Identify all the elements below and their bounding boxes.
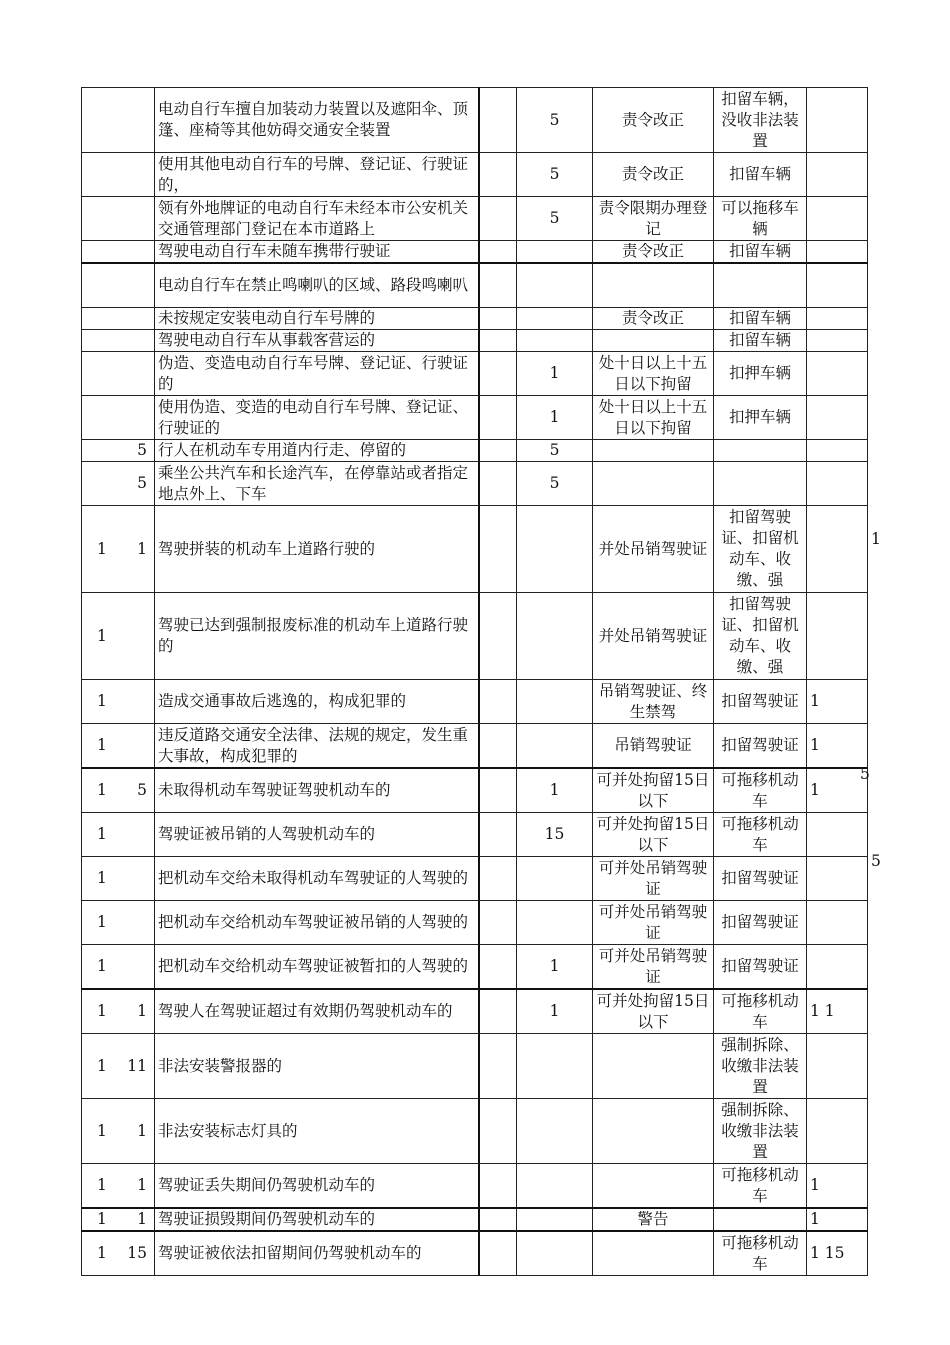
score-cell (807, 88, 868, 153)
blank-cell (479, 989, 517, 1034)
enforcement-measure (714, 440, 807, 462)
score-cell (807, 396, 868, 440)
penalty-action: 可并处吊销驾驶证 (593, 857, 714, 901)
enforcement-measure: 强制拆除、收缴非法装置 (714, 1034, 807, 1099)
score-cell (807, 153, 868, 197)
code-a: 1 (97, 913, 107, 931)
enforcement-measure: 可拖移机动车 (714, 1231, 807, 1276)
code-a: 1 (97, 626, 107, 645)
table-row (82, 857, 868, 901)
code-cell (82, 593, 155, 680)
blank-cell (479, 901, 517, 945)
blank-cell (479, 724, 517, 769)
penalty-action: 责令限期办理登记 (593, 197, 714, 241)
fine-amount: 5 (517, 440, 593, 462)
violation-description: 驾驶电动自行车从事载客营运的 (155, 330, 479, 352)
enforcement-measure: 扣留车辆 (714, 241, 807, 264)
table-row (82, 1034, 868, 1099)
table-row (82, 241, 868, 264)
enforcement-measure (714, 263, 807, 308)
code-cell (82, 396, 155, 440)
violation-description: 电动自行车擅自加装动力装置以及遮阳伞、顶篷、座椅等其他妨碍交通安全装置 (155, 88, 479, 153)
code-b: 5 (137, 441, 147, 459)
score-cell: 1 1 (807, 989, 868, 1034)
penalty-action: 可并处吊销驾驶证 (593, 945, 714, 990)
table-row (82, 153, 868, 197)
penalty-action: 可并处吊销驾驶证 (593, 901, 714, 945)
penalty-table (81, 87, 868, 1276)
blank-cell (479, 857, 517, 901)
enforcement-measure: 扣留驾驶证 (714, 680, 807, 724)
score-cell: 1 (807, 768, 868, 813)
penalty-action: 处十日以上十五日以下拘留 (593, 352, 714, 396)
code-cell (82, 462, 155, 506)
violation-description: 伪造、变造电动自行车号牌、登记证、行驶证的 (155, 352, 479, 396)
code-b: 1 (137, 539, 147, 558)
code-cell (82, 352, 155, 396)
table-row (82, 768, 868, 813)
violation-description: 非法安装警报器的 (155, 1034, 479, 1099)
blank-cell (479, 1099, 517, 1164)
enforcement-measure: 可拖移机动车 (714, 813, 807, 857)
table-row (82, 88, 868, 153)
code-cell (82, 857, 155, 901)
code-b: 1 (137, 1002, 147, 1020)
fine-amount (517, 308, 593, 330)
score-cell (807, 901, 868, 945)
score-cell: 1 (807, 680, 868, 724)
code-b: 11 (127, 1056, 147, 1075)
fine-amount (517, 593, 593, 680)
violation-description: 电动自行车在禁止鸣喇叭的区域、路段鸣喇叭 (155, 263, 479, 308)
penalty-action: 可并处拘留15日以下 (593, 989, 714, 1034)
enforcement-measure (714, 462, 807, 506)
code-cell (82, 768, 155, 813)
enforcement-measure: 扣留车辆 (714, 153, 807, 197)
penalty-action: 处十日以上十五日以下拘留 (593, 396, 714, 440)
fine-amount (517, 680, 593, 724)
violation-description: 驾驶人在驾驶证超过有效期仍驾驶机动车的 (155, 989, 479, 1034)
code-a: 1 (97, 1056, 107, 1075)
fine-amount: 1 (517, 768, 593, 813)
fine-amount: 1 (517, 945, 593, 990)
code-cell (82, 813, 155, 857)
table-row (82, 197, 868, 241)
score-cell (807, 1099, 868, 1164)
score-cell (807, 197, 868, 241)
blank-cell (479, 263, 517, 308)
table-row (82, 1208, 868, 1231)
enforcement-measure: 扣押车辆 (714, 352, 807, 396)
blank-cell (479, 241, 517, 264)
code-cell (82, 989, 155, 1034)
score-cell (807, 308, 868, 330)
violation-description: 使用伪造、变造的电动自行车号牌、登记证、行驶证的 (155, 396, 479, 440)
code-cell (82, 197, 155, 241)
code-b: 1 (137, 1176, 147, 1194)
penalty-action (593, 330, 714, 352)
violation-description: 驾驶电动自行车未随车携带行驶证 (155, 241, 479, 264)
code-a: 1 (97, 957, 107, 975)
violation-description: 乘坐公共汽车和长途汽车，在停靠站或者指定地点外上、下车 (155, 462, 479, 506)
fine-amount (517, 857, 593, 901)
violation-description: 未按规定安装电动自行车号牌的 (155, 308, 479, 330)
blank-cell (479, 153, 517, 197)
score-cell (807, 330, 868, 352)
penalty-action: 责令改正 (593, 88, 714, 153)
code-cell (82, 1231, 155, 1276)
penalty-action (593, 440, 714, 462)
code-cell (82, 901, 155, 945)
score-cell (807, 945, 868, 990)
violation-description: 把机动车交给未取得机动车驾驶证的人驾驶的 (155, 857, 479, 901)
code-cell (82, 241, 155, 264)
blank-cell (479, 1034, 517, 1099)
violation-description: 领有外地牌证的电动自行车未经本市公安机关交通管理部门登记在本市道路上 (155, 197, 479, 241)
code-cell (82, 308, 155, 330)
penalty-action: 可并处拘留15日以下 (593, 768, 714, 813)
overflow-mark-r11: 1 (871, 530, 881, 548)
blank-cell (479, 1208, 517, 1231)
blank-cell (479, 1164, 517, 1209)
fine-amount (517, 241, 593, 264)
violation-description: 驾驶证被吊销的人驾驶机动车的 (155, 813, 479, 857)
score-cell (807, 813, 868, 857)
penalty-action (593, 263, 714, 308)
fine-amount: 5 (517, 153, 593, 197)
code-cell (82, 330, 155, 352)
table-row (82, 593, 868, 680)
violation-description: 驾驶已达到强制报废标准的机动车上道路行驶的 (155, 593, 479, 680)
table-row (82, 724, 868, 769)
enforcement-measure: 扣留驾驶证 (714, 724, 807, 769)
fine-amount (517, 1164, 593, 1209)
fine-amount: 1 (517, 989, 593, 1034)
penalty-action: 并处吊销驾驶证 (593, 593, 714, 680)
code-cell (82, 88, 155, 153)
blank-cell (479, 1231, 517, 1276)
enforcement-measure: 扣留车辆，没收非法装置 (714, 88, 807, 153)
fine-amount (517, 263, 593, 308)
fine-amount (517, 1208, 593, 1231)
code-b: 5 (137, 781, 147, 799)
table-row (82, 330, 868, 352)
score-cell (807, 352, 868, 396)
penalty-action: 责令改正 (593, 241, 714, 264)
blank-cell (479, 88, 517, 153)
enforcement-measure: 扣留驾驶证 (714, 857, 807, 901)
violation-description: 使用其他电动自行车的号牌、登记证、行驶证的， (155, 153, 479, 197)
blank-cell (479, 330, 517, 352)
code-cell (82, 1034, 155, 1099)
code-cell (82, 724, 155, 769)
enforcement-measure: 扣押车辆 (714, 396, 807, 440)
violation-description: 把机动车交给机动车驾驶证被暂扣的人驾驶的 (155, 945, 479, 990)
enforcement-measure: 可以拖移车辆 (714, 197, 807, 241)
code-cell (82, 506, 155, 593)
code-a: 1 (97, 869, 107, 887)
table-row (82, 945, 868, 990)
code-cell (82, 1099, 155, 1164)
table-row (82, 263, 868, 308)
enforcement-measure: 扣留车辆 (714, 308, 807, 330)
fine-amount (517, 1099, 593, 1164)
table-row (82, 308, 868, 330)
table-row (82, 680, 868, 724)
code-a: 1 (97, 1210, 107, 1228)
blank-cell (479, 680, 517, 724)
blank-cell (479, 462, 517, 506)
score-cell (807, 857, 868, 901)
code-cell (82, 1164, 155, 1209)
code-a: 1 (97, 1002, 107, 1020)
penalty-action (593, 462, 714, 506)
penalty-action: 吊销驾驶证 (593, 724, 714, 769)
code-a: 1 (97, 1244, 107, 1262)
blank-cell (479, 352, 517, 396)
fine-amount: 5 (517, 197, 593, 241)
violation-description: 行人在机动车专用道内行走、停留的 (155, 440, 479, 462)
score-cell: 1 15 (807, 1231, 868, 1276)
code-a: 1 (97, 1176, 107, 1194)
score-cell (807, 593, 868, 680)
violation-description: 违反道路交通安全法律、法规的规定，发生重大事故，构成犯罪的 (155, 724, 479, 769)
code-cell (82, 263, 155, 308)
enforcement-measure (714, 1208, 807, 1231)
penalty-action: 吊销驾驶证、终生禁驾 (593, 680, 714, 724)
fine-amount (517, 1034, 593, 1099)
table-row (82, 901, 868, 945)
score-cell (807, 1034, 868, 1099)
enforcement-measure: 可拖移机动车 (714, 989, 807, 1034)
fine-amount (517, 1231, 593, 1276)
code-b: 1 (137, 1210, 147, 1228)
table-row (82, 440, 868, 462)
violation-description: 驾驶拼装的机动车上道路行驶的 (155, 506, 479, 593)
fine-amount: 1 (517, 352, 593, 396)
overflow-mark-r17: 5 (871, 852, 881, 870)
blank-cell (479, 506, 517, 593)
table-row (82, 462, 868, 506)
table-row (82, 1231, 868, 1276)
violation-description: 驾驶证丢失期间仍驾驶机动车的 (155, 1164, 479, 1209)
penalty-action (593, 1099, 714, 1164)
violation-description: 未取得机动车驾驶证驾驶机动车的 (155, 768, 479, 813)
fine-amount (517, 724, 593, 769)
score-cell: 1 (807, 1208, 868, 1231)
violation-description: 驾驶证被依法扣留期间仍驾驶机动车的 (155, 1231, 479, 1276)
code-a: 1 (97, 1121, 107, 1140)
blank-cell (479, 813, 517, 857)
blank-cell (479, 440, 517, 462)
fine-amount: 1 (517, 396, 593, 440)
fine-amount: 15 (517, 813, 593, 857)
violation-description: 非法安装标志灯具的 (155, 1099, 479, 1164)
code-a: 1 (97, 539, 107, 558)
blank-cell (479, 396, 517, 440)
fine-amount (517, 330, 593, 352)
enforcement-measure: 扣留驾驶证、扣留机动车、收缴、强 (714, 506, 807, 593)
code-a: 1 (97, 736, 107, 754)
enforcement-measure: 扣留驾驶证 (714, 945, 807, 990)
score-cell (807, 440, 868, 462)
enforcement-measure: 扣留驾驶证 (714, 901, 807, 945)
fine-amount: 5 (517, 88, 593, 153)
table-row (82, 1099, 868, 1164)
blank-cell (479, 593, 517, 680)
enforcement-measure: 可拖移机动车 (714, 768, 807, 813)
enforcement-measure: 可拖移机动车 (714, 1164, 807, 1209)
score-cell (807, 241, 868, 264)
code-a: 1 (97, 692, 107, 710)
score-cell: 1 (807, 1164, 868, 1209)
blank-cell (479, 945, 517, 990)
violation-description: 造成交通事故后逃逸的，构成犯罪的 (155, 680, 479, 724)
code-cell (82, 153, 155, 197)
fine-amount: 5 (517, 462, 593, 506)
penalty-action: 责令改正 (593, 153, 714, 197)
enforcement-measure: 扣留车辆 (714, 330, 807, 352)
table-row (82, 989, 868, 1034)
blank-cell (479, 768, 517, 813)
code-cell (82, 1208, 155, 1231)
score-cell (807, 263, 868, 308)
violation-description: 把机动车交给机动车驾驶证被吊销的人驾驶的 (155, 901, 479, 945)
violation-description: 驾驶证损毁期间仍驾驶机动车的 (155, 1208, 479, 1231)
fine-amount (517, 901, 593, 945)
penalty-action (593, 1034, 714, 1099)
code-b: 5 (137, 474, 147, 492)
enforcement-measure: 强制拆除、收缴非法装置 (714, 1099, 807, 1164)
penalty-action: 警告 (593, 1208, 714, 1231)
penalty-action: 责令改正 (593, 308, 714, 330)
table-row (82, 352, 868, 396)
table-row (82, 813, 868, 857)
blank-cell (479, 197, 517, 241)
enforcement-measure: 扣留驾驶证、扣留机动车、收缴、强 (714, 593, 807, 680)
code-cell (82, 680, 155, 724)
table-row (82, 396, 868, 440)
code-cell (82, 945, 155, 990)
fine-amount (517, 506, 593, 593)
penalty-table-body (82, 88, 868, 1276)
code-a: 1 (97, 825, 107, 843)
overflow-mark-r15: 5 (860, 765, 870, 783)
code-b: 15 (127, 1244, 147, 1262)
table-row (82, 1164, 868, 1209)
penalty-action: 可并处拘留15日以下 (593, 813, 714, 857)
blank-cell (479, 308, 517, 330)
penalty-action: 并处吊销驾驶证 (593, 506, 714, 593)
score-cell: 1 (807, 724, 868, 769)
penalty-action (593, 1231, 714, 1276)
score-cell (807, 506, 868, 593)
code-b: 1 (137, 1121, 147, 1140)
code-cell (82, 440, 155, 462)
table-row (82, 506, 868, 593)
penalty-action (593, 1164, 714, 1209)
code-a: 1 (97, 781, 107, 799)
score-cell (807, 462, 868, 506)
